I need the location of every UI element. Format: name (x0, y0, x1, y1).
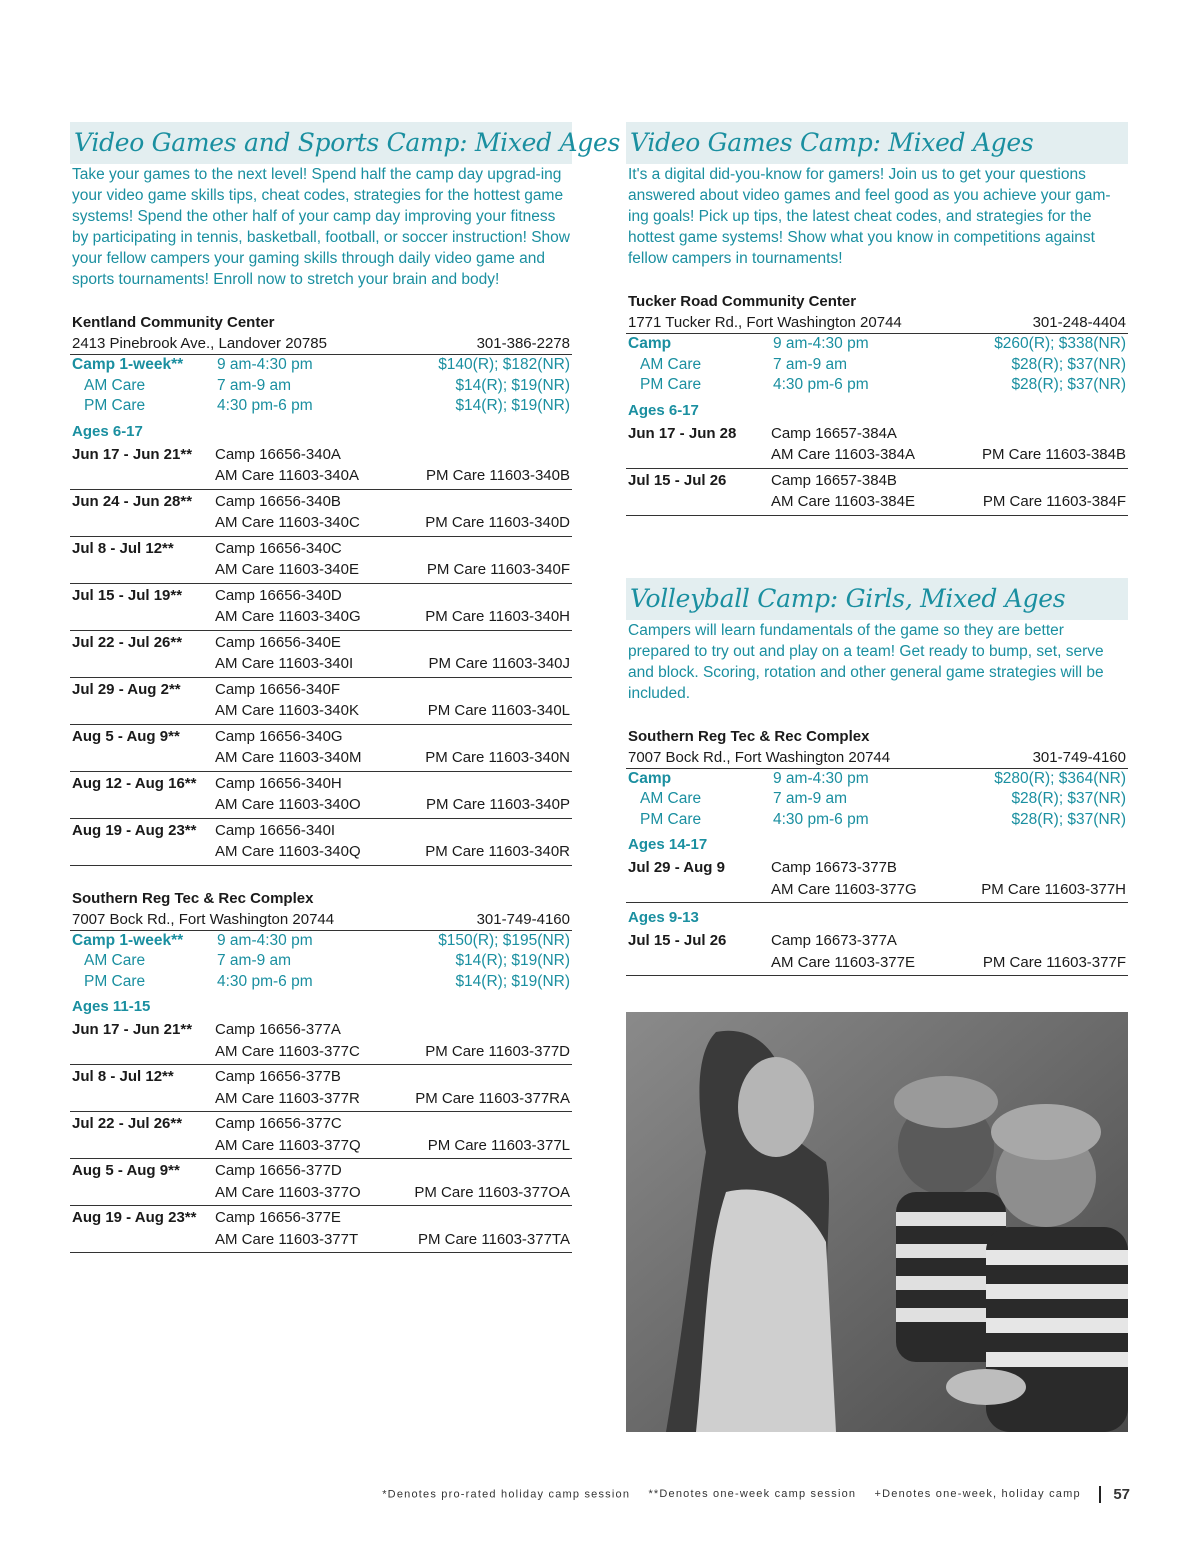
price-time: 7 am-9 am (217, 952, 292, 969)
session-pm-care-code: PM Care 11603-340F (426, 561, 570, 578)
session-date: Jul 15 - Jul 26 (628, 932, 727, 949)
price-label: PM Care (640, 376, 702, 393)
ages-label: Ages 9-13 (628, 909, 699, 926)
session-row (70, 819, 572, 866)
venue-phone: 301-749-4160 (476, 910, 570, 928)
price-row (70, 972, 572, 993)
page-number: 57 (1113, 1486, 1130, 1503)
session-pm-care-code: PM Care 11603-340P (426, 796, 570, 813)
session-pm-care-code: PM Care 11603-377D (425, 1042, 570, 1060)
session-pm-care-code: PM Care 11603-377RA (415, 1089, 570, 1107)
session-pm-care-code: PM Care 11603-384B (982, 446, 1126, 463)
section-title-band (626, 122, 1128, 164)
ages-label: Ages 6-17 (72, 422, 143, 440)
session-date: Jul 15 - Jul 26 (628, 471, 727, 489)
footnote-one-week: **Denotes one-week camp session (648, 1488, 857, 1501)
session-date: Jul 29 - Aug 2** (72, 680, 181, 698)
photo-icon (626, 1012, 1128, 1432)
venue-southern-reg-volleyball (626, 726, 1128, 977)
price-label: Camp 1-week** (72, 931, 184, 949)
section-title: Video Games and Sports Camp: Mixed Ages (74, 128, 621, 157)
session-date: Aug 19 - Aug 23** (72, 821, 197, 839)
section-title: Volleyball Camp: Girls, Mixed Ages (630, 583, 1066, 613)
price-row (626, 334, 1128, 355)
price-amount: $14(R); $19(NR) (455, 952, 570, 969)
session-am-care-code: AM Care 11603-377G (771, 880, 917, 898)
ages-label: Ages 6-17 (628, 401, 699, 419)
price-time: 4:30 pm-6 pm (217, 397, 313, 414)
session-camp-code: Camp 16656-340F (215, 680, 341, 698)
session-camp-code: Camp 16656-340H (215, 774, 342, 792)
venue-address: 7007 Bock Rd., Fort Washington 20744 (628, 748, 891, 766)
section-description: Take your games to the next level! Spend half the camp day upgrad-ing your video game skills tips, cheat codes, strategies for the hottest game systems! Spend the other half of your camp day improving your fitness by participating in tennis, basketball, football, or soccer instruction! Show your fellow campers your gaming skills through daily video game and sports tournaments! Enroll now to stretch your brain and body! (72, 166, 570, 288)
session-pm-care-code: PM Care 11603-340R (425, 843, 570, 860)
session-camp-code: Camp 16656-377B (215, 1068, 341, 1085)
session-am-care-code: AM Care 11603-340M (215, 749, 362, 766)
session-date: Aug 12 - Aug 16** (72, 774, 197, 792)
price-row (626, 375, 1128, 396)
session-am-care-code: AM Care 11603-384E (771, 493, 915, 510)
price-amount: $150(R); $195(NR) (438, 931, 570, 949)
session-camp-code: Camp 16673-377B (771, 859, 897, 876)
footer-divider (1099, 1486, 1101, 1503)
price-label: PM Care (84, 972, 146, 990)
section-title-band (70, 122, 621, 164)
ages-label: Ages 11-15 (72, 998, 151, 1015)
venue-address: 1771 Tucker Rd., Fort Washington 20744 (628, 314, 902, 331)
price-label: AM Care (640, 355, 702, 373)
session-am-care-code: AM Care 11603-377Q (215, 1136, 361, 1154)
session-camp-code: Camp 16657-384B (771, 471, 897, 489)
session-list (70, 1018, 572, 1253)
venue-address-row (70, 909, 572, 931)
session-row (70, 725, 572, 772)
footnote-holiday: +Denotes one-week, holiday camp (874, 1488, 1081, 1501)
price-label: AM Care (640, 790, 702, 807)
session-camp-code: Camp 16656-340G (215, 727, 343, 745)
session-camp-code: Camp 16656-340C (215, 539, 342, 557)
price-time: 7 am-9 am (217, 376, 292, 394)
session-list (626, 929, 1128, 976)
price-time: 4:30 pm-6 pm (773, 376, 869, 393)
price-row (626, 355, 1128, 376)
session-camp-code: Camp 16656-340I (215, 821, 336, 839)
session-date: Jun 24 - Jun 28** (72, 492, 193, 510)
session-row (70, 584, 572, 631)
session-pm-care-code: PM Care 11603-377TA (417, 1230, 570, 1248)
section-description: Campers will learn fundamentals of the game so they are better prepared to try out and play on a team! Get ready to bump, set, serve and block. Scoring, rotation and other general game strategies will be included. (628, 621, 1104, 702)
price-amount: $14(R); $19(NR) (455, 972, 570, 990)
price-time: 9 am-4:30 pm (773, 335, 869, 352)
session-camp-code: Camp 16656-340B (215, 492, 341, 510)
price-row (70, 376, 572, 397)
price-time: 4:30 pm-6 pm (773, 810, 869, 828)
session-pm-care-code: PM Care 11603-377L (427, 1136, 570, 1154)
session-camp-code: Camp 16656-340D (215, 586, 342, 604)
session-date: Jul 22 - Jul 26** (72, 1115, 183, 1132)
session-date: Jun 17 - Jun 21** (72, 1021, 193, 1038)
venue-name: Tucker Road Community Center (628, 293, 857, 310)
price-label: AM Care (84, 952, 146, 969)
price-label: PM Care (84, 397, 146, 414)
session-row (626, 422, 1128, 469)
session-camp-code: Camp 16656-377C (215, 1115, 342, 1132)
venue-address-row (626, 747, 1128, 769)
session-camp-code: Camp 16656-340E (215, 633, 341, 651)
price-amount: $140(R); $182(NR) (438, 356, 570, 373)
venue-address: 7007 Bock Rd., Fort Washington 20744 (72, 910, 335, 928)
venue-phone: 301-248-4404 (1032, 314, 1126, 331)
section-description: It's a digital did-you-know for gamers! Join us to get your questions answered about video games and feel good as you achieve your gam-ing goals! Pick up tips, the latest cheat codes, and strategies for the hottest game systems! Show what you know in competitions against fellow campers in tournaments! (628, 166, 1111, 267)
session-camp-code: Camp 16656-340A (215, 445, 341, 463)
session-camp-code: Camp 16656-377E (215, 1209, 341, 1226)
price-row (626, 789, 1128, 810)
session-pm-care-code: PM Care 11603-340B (426, 467, 570, 484)
session-row (70, 443, 572, 490)
price-time: 9 am-4:30 pm (217, 931, 313, 949)
session-am-care-code: AM Care 11603-340I (215, 655, 354, 672)
venue-phone: 301-749-4160 (1032, 748, 1126, 766)
session-am-care-code: AM Care 11603-340O (215, 796, 361, 813)
left-column (70, 122, 621, 1253)
session-row (70, 1065, 572, 1112)
session-am-care-code: AM Care 11603-384A (771, 446, 915, 463)
price-row (626, 810, 1128, 831)
venue-phone: 301-386-2278 (476, 335, 570, 352)
venue-name: Southern Reg Tec & Rec Complex (628, 727, 870, 745)
session-am-care-code: AM Care 11603-377O (215, 1183, 361, 1201)
session-row (70, 537, 572, 584)
session-list (626, 422, 1128, 516)
session-pm-care-code: PM Care 11603-340D (425, 514, 570, 531)
price-label: Camp (628, 335, 672, 352)
venue-southern-reg (70, 888, 572, 1254)
session-am-care-code: AM Care 11603-340K (215, 702, 359, 719)
session-am-care-code: AM Care 11603-340G (215, 608, 361, 625)
section-title: Video Games Camp: Mixed Ages (630, 128, 1034, 157)
price-amount: $28(R); $37(NR) (1011, 790, 1126, 807)
price-row (70, 355, 572, 376)
session-am-care-code: AM Care 11603-377T (215, 1230, 359, 1248)
price-label: Camp (628, 769, 672, 787)
session-row (626, 929, 1128, 976)
session-date: Aug 19 - Aug 23** (72, 1209, 197, 1226)
venue-address-row (70, 333, 572, 355)
price-time: 4:30 pm-6 pm (217, 972, 313, 990)
session-list (70, 443, 572, 866)
session-am-care-code: AM Care 11603-377E (771, 953, 915, 971)
price-row (70, 931, 572, 952)
session-camp-code: Camp 16656-377D (215, 1162, 342, 1179)
venue-name: Southern Reg Tec & Rec Complex (72, 889, 314, 907)
session-am-care-code: AM Care 11603-340A (215, 467, 359, 484)
price-row (626, 769, 1128, 790)
session-date: Jun 17 - Jun 28 (628, 424, 737, 442)
session-pm-care-code: PM Care 11603-340L (427, 702, 570, 719)
venue-kentland (70, 312, 572, 866)
venue-address: 2413 Pinebrook Ave., Landover 20785 (72, 335, 327, 352)
price-row (70, 396, 572, 417)
price-amount: $28(R); $37(NR) (1011, 376, 1126, 393)
ages-label: Ages 14-17 (628, 836, 708, 853)
session-date: Jul 8 - Jul 12** (72, 539, 174, 557)
session-pm-care-code: PM Care 11603-340N (425, 749, 570, 766)
session-camp-code: Camp 16657-384A (771, 424, 897, 442)
price-label: AM Care (84, 376, 146, 394)
price-time: 9 am-4:30 pm (773, 769, 869, 787)
session-pm-care-code: PM Care 11603-340H (425, 608, 570, 625)
page-footer (0, 1486, 1130, 1503)
session-am-care-code: AM Care 11603-377R (215, 1089, 360, 1107)
session-row (70, 772, 572, 819)
price-amount: $28(R); $37(NR) (1011, 810, 1126, 828)
session-camp-code: Camp 16656-377A (215, 1021, 341, 1038)
session-pm-care-code: PM Care 11603-384F (982, 493, 1126, 510)
session-row (626, 469, 1128, 516)
price-amount: $260(R); $338(NR) (994, 335, 1126, 352)
session-am-care-code: AM Care 11603-340Q (215, 843, 361, 860)
session-row (70, 1206, 572, 1253)
session-date: Jul 29 - Aug 9 (628, 859, 725, 876)
session-am-care-code: AM Care 11603-377C (215, 1042, 360, 1060)
price-row (70, 951, 572, 972)
session-camp-code: Camp 16673-377A (771, 932, 897, 949)
footnote-prorated: *Denotes pro-rated holiday camp session (382, 1488, 631, 1501)
price-label: Camp 1-week** (72, 356, 184, 373)
price-amount: $14(R); $19(NR) (455, 397, 570, 414)
session-date: Aug 5 - Aug 9** (72, 1162, 180, 1179)
price-amount: $28(R); $37(NR) (1011, 355, 1126, 373)
session-pm-care-code: PM Care 11603-377F (982, 953, 1126, 971)
session-date: Jul 22 - Jul 26** (72, 633, 183, 651)
session-row (70, 1112, 572, 1159)
section-title-band (626, 578, 1128, 620)
price-amount: $280(R); $364(NR) (994, 769, 1126, 787)
venue-name: Kentland Community Center (72, 314, 275, 331)
session-pm-care-code: PM Care 11603-340J (428, 655, 570, 672)
price-label: PM Care (640, 810, 702, 828)
price-amount: $14(R); $19(NR) (455, 376, 570, 394)
session-pm-care-code: PM Care 11603-377H (981, 880, 1126, 898)
session-row (70, 1018, 572, 1065)
session-row (70, 678, 572, 725)
session-date: Jun 17 - Jun 21** (72, 445, 193, 463)
theater-performance-photo (626, 1012, 1128, 1432)
price-time: 7 am-9 am (773, 790, 848, 807)
session-row (70, 1159, 572, 1206)
session-row (70, 631, 572, 678)
session-date: Aug 5 - Aug 9** (72, 727, 180, 745)
session-date: Jul 8 - Jul 12** (72, 1068, 174, 1085)
price-time: 9 am-4:30 pm (217, 356, 313, 373)
right-column (626, 122, 1128, 976)
venue-address-row (626, 312, 1128, 334)
session-am-care-code: AM Care 11603-340E (215, 561, 359, 578)
session-pm-care-code: PM Care 11603-377OA (414, 1183, 570, 1201)
session-am-care-code: AM Care 11603-340C (215, 514, 360, 531)
session-date: Jul 15 - Jul 19** (72, 586, 183, 604)
session-row (626, 856, 1128, 903)
session-row (70, 490, 572, 537)
price-time: 7 am-9 am (773, 355, 848, 373)
venue-tucker-road (626, 291, 1128, 516)
session-list (626, 856, 1128, 903)
